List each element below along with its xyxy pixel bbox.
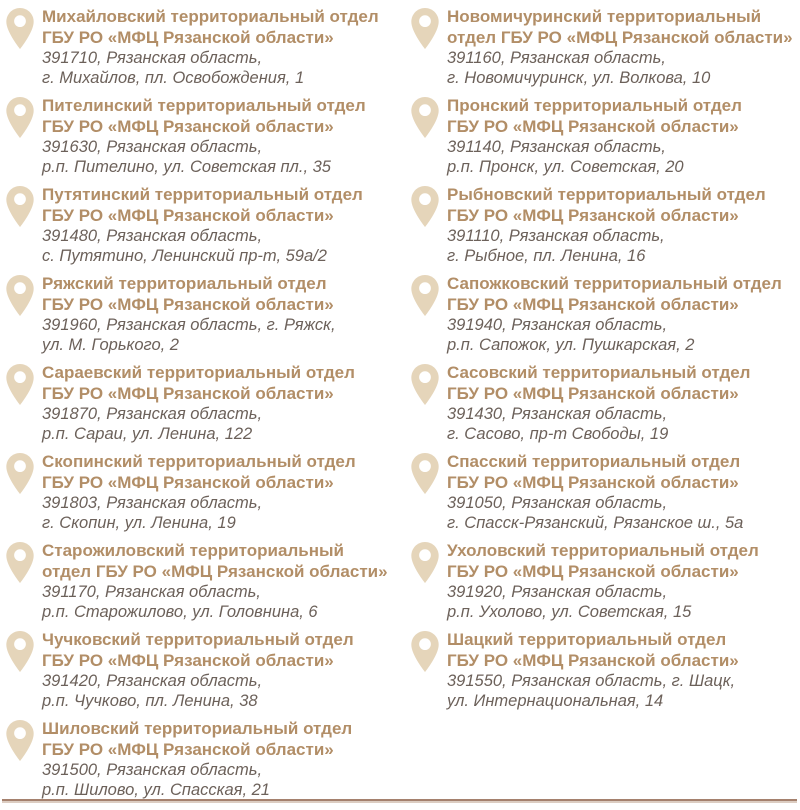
office-address-line: р.п. Пителино, ул. Советская пл., 35 xyxy=(42,158,331,176)
office-entry xyxy=(410,540,800,622)
office-title-line: Ряжский территориальный отдел xyxy=(42,274,327,293)
office-address-line: 391160, Рязанская область, xyxy=(447,49,666,67)
office-address-line: 391960, Рязанская область, г. Ряжск, xyxy=(42,316,336,334)
office-entry xyxy=(5,629,410,711)
office-entry-text xyxy=(42,6,410,88)
office-entry-text xyxy=(42,629,410,711)
office-address-line: р.п. Пронск, ул. Советская, 20 xyxy=(447,158,684,176)
office-address-line: р.п. Старожилово, ул. Головнина, 6 xyxy=(42,603,318,621)
office-title-line: Старожиловский территориальный xyxy=(42,541,344,560)
office-entry-text xyxy=(42,451,410,533)
office-entry xyxy=(5,184,410,266)
office-address-line: 391550, Рязанская область, г. Шацк, xyxy=(447,672,736,690)
office-address-line: 391140, Рязанская область, xyxy=(447,138,666,156)
office-address-line: р.п. Сапожок, ул. Пушкарская, 2 xyxy=(447,336,695,354)
office-title-line: Скопинский территориальный отдел xyxy=(42,452,356,471)
office-address-line: 391500, Рязанская область, xyxy=(42,761,263,779)
map-pin-icon xyxy=(410,7,440,50)
office-entry xyxy=(410,95,800,177)
map-pin-icon xyxy=(5,452,35,495)
office-entry-text xyxy=(447,362,800,444)
map-pin-icon xyxy=(410,96,440,139)
office-address-line: с. Путятино, Ленинский пр-т, 59а/2 xyxy=(42,247,327,265)
office-entry-text xyxy=(42,362,410,444)
office-entry xyxy=(410,184,800,266)
office-title-line: отдел ГБУ РО «МФЦ Рязанской области» xyxy=(447,28,793,47)
office-entry-text xyxy=(42,184,410,266)
office-title-line: Пителинский территориальный отдел xyxy=(42,96,366,115)
office-entry-text xyxy=(42,273,410,355)
office-address-line: 391110, Рязанская область, xyxy=(447,227,665,245)
map-pin-icon xyxy=(410,363,440,406)
office-address-line: ул. Интернациональная, 14 xyxy=(447,692,664,710)
office-address-line: 391050, Рязанская область, xyxy=(447,494,668,512)
office-title-line: ГБУ РО «МФЦ Рязанской области» xyxy=(42,206,334,225)
office-title-line: Пронский территориальный отдел xyxy=(447,96,742,115)
office-entry xyxy=(5,451,410,533)
map-pin-icon xyxy=(5,96,35,139)
office-entry xyxy=(410,6,800,88)
office-title-line: ГБУ РО «МФЦ Рязанской области» xyxy=(42,740,334,759)
office-entry xyxy=(410,629,800,711)
office-address-line: г. Скопин, ул. Ленина, 19 xyxy=(42,514,236,532)
office-entry-text xyxy=(42,540,410,622)
office-address-line: 391920, Рязанская область, xyxy=(447,583,668,601)
map-pin-icon xyxy=(410,185,440,228)
office-entry xyxy=(5,540,410,622)
map-pin-icon xyxy=(410,630,440,673)
office-title-line: Сапожковский территориальный отдел xyxy=(447,274,782,293)
office-address-line: р.п. Шилово, ул. Спасская, 21 xyxy=(42,781,270,799)
map-pin-icon xyxy=(5,719,35,762)
office-entry-text xyxy=(447,540,800,622)
office-title-line: ГБУ РО «МФЦ Рязанской области» xyxy=(42,295,334,314)
office-entry-text xyxy=(42,718,410,800)
office-address-line: г. Рыбное, пл. Ленина, 16 xyxy=(447,247,646,265)
office-title-line: ГБУ РО «МФЦ Рязанской области» xyxy=(42,651,334,670)
office-address-line: 391480, Рязанская область, xyxy=(42,227,263,245)
office-title-line: ГБУ РО «МФЦ Рязанской области» xyxy=(447,295,739,314)
office-address-line: 391870, Рязанская область, xyxy=(42,405,263,423)
office-address-line: г. Сасово, пр-т Свободы, 19 xyxy=(447,425,669,443)
office-address-line: 391170, Рязанская область, xyxy=(42,583,261,601)
map-pin-icon xyxy=(5,363,35,406)
bottom-divider xyxy=(2,799,797,801)
map-pin-icon xyxy=(410,541,440,584)
office-title-line: ГБУ РО «МФЦ Рязанской области» xyxy=(42,117,334,136)
office-title-line: Сараевский территориальный отдел xyxy=(42,363,355,382)
office-address-line: 391630, Рязанская область, xyxy=(42,138,263,156)
office-title-line: ГБУ РО «МФЦ Рязанской области» xyxy=(447,562,739,581)
office-entry-text xyxy=(447,184,800,266)
office-address-line: г. Новомичуринск, ул. Волкова, 10 xyxy=(447,69,711,87)
column xyxy=(5,6,410,807)
office-entry-text xyxy=(447,95,800,177)
office-entry xyxy=(5,95,410,177)
office-title-line: Шиловский территориальный отдел xyxy=(42,719,353,738)
office-entry-text xyxy=(42,95,410,177)
office-title-line: ГБУ РО «МФЦ Рязанской области» xyxy=(42,384,334,403)
office-title-line: ГБУ РО «МФЦ Рязанской области» xyxy=(447,473,739,492)
office-title-line: Шацкий территориальный отдел xyxy=(447,630,727,649)
office-entry xyxy=(5,273,410,355)
office-entry-text xyxy=(447,451,800,533)
office-title-line: Спасский территориальный отдел xyxy=(447,452,741,471)
office-title-line: Михайловский территориальный отдел xyxy=(42,7,379,26)
office-entry xyxy=(5,6,410,88)
office-title-line: ГБУ РО «МФЦ Рязанской области» xyxy=(42,28,334,47)
map-pin-icon xyxy=(5,185,35,228)
office-address-line: 391940, Рязанская область, xyxy=(447,316,668,334)
office-title-line: ГБУ РО «МФЦ Рязанской области» xyxy=(447,651,739,670)
office-address-line: 391710, Рязанская область, xyxy=(42,49,263,67)
office-title-line: Сасовский территориальный отдел xyxy=(447,363,751,382)
office-entry xyxy=(410,273,800,355)
office-title-line: Ухоловский территориальный отдел xyxy=(447,541,759,560)
map-pin-icon xyxy=(5,541,35,584)
office-entry-text xyxy=(447,629,800,711)
office-title-line: Рыбновский территориальный отдел xyxy=(447,185,766,204)
map-pin-icon xyxy=(5,7,35,50)
office-title-line: Путятинский территориальный отдел xyxy=(42,185,363,204)
office-entry xyxy=(410,362,800,444)
office-address-line: 391430, Рязанская область, xyxy=(447,405,668,423)
map-pin-icon xyxy=(5,274,35,317)
directory-columns xyxy=(5,6,800,807)
office-title-line: отдел ГБУ РО «МФЦ Рязанской области» xyxy=(42,562,388,581)
office-address-line: 391803, Рязанская область, xyxy=(42,494,263,512)
office-address-line: 391420, Рязанская область, xyxy=(42,672,263,690)
office-entry xyxy=(5,362,410,444)
office-address-line: р.п. Сараи, ул. Ленина, 122 xyxy=(42,425,253,443)
office-entry-text xyxy=(447,6,800,88)
office-title-line: Новомичуринский территориальный xyxy=(447,7,762,26)
office-title-line: ГБУ РО «МФЦ Рязанской области» xyxy=(447,117,739,136)
office-address-line: р.п. Чучково, пл. Ленина, 38 xyxy=(42,692,258,710)
office-address-line: г. Михайлов, пл. Освобождения, 1 xyxy=(42,69,305,87)
office-address-line: г. Спасск-Рязанский, Рязанское ш., 5а xyxy=(447,514,744,532)
map-pin-icon xyxy=(410,274,440,317)
office-address-line: ул. М. Горького, 2 xyxy=(42,336,179,354)
office-address-line: р.п. Ухолово, ул. Советская, 15 xyxy=(447,603,692,621)
office-entry-text xyxy=(447,273,800,355)
map-pin-icon xyxy=(5,630,35,673)
map-pin-icon xyxy=(410,452,440,495)
column xyxy=(410,6,800,718)
office-title-line: ГБУ РО «МФЦ Рязанской области» xyxy=(447,206,739,225)
office-entry xyxy=(410,451,800,533)
office-title-line: Чучковский территориальный отдел xyxy=(42,630,354,649)
office-entry xyxy=(5,718,410,800)
office-title-line: ГБУ РО «МФЦ Рязанской области» xyxy=(447,384,739,403)
office-title-line: ГБУ РО «МФЦ Рязанской области» xyxy=(42,473,334,492)
